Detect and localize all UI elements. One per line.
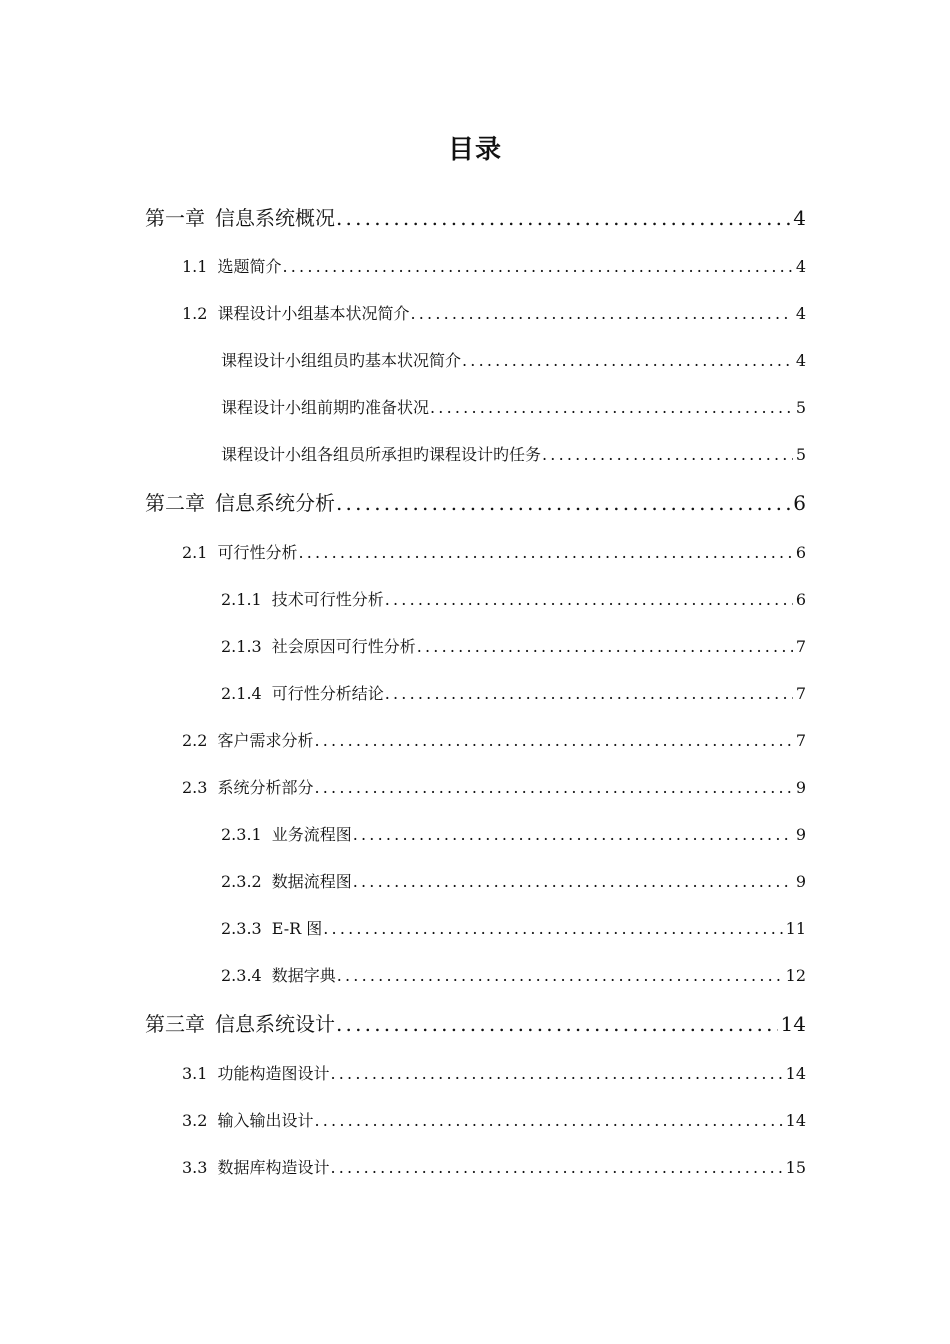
toc-leader-dots — [336, 203, 790, 233]
toc-entry-title: 可行性分析结论 — [271, 684, 384, 703]
toc-entry-number: 第三章 — [145, 1012, 205, 1036]
toc-entry-section[interactable] — [182, 728, 806, 754]
toc-entry-page: 4 — [795, 304, 806, 323]
toc-entry-page: 5 — [795, 398, 806, 417]
toc-leader-dots — [314, 728, 792, 754]
toc-leader-dots — [385, 587, 793, 613]
toc-entry-chapter[interactable] — [145, 488, 806, 518]
toc-entry-title: 信息系统设计 — [215, 1012, 335, 1036]
toc-entry-page: 6 — [795, 590, 806, 609]
toc-entry-chapter[interactable] — [145, 203, 806, 233]
toc-entry-page: 14 — [780, 1012, 806, 1036]
toc-entry-number: 2.3.3 — [221, 919, 262, 938]
toc-entry-title: 技术可行性分析 — [271, 590, 384, 609]
toc-entry-title: 课程设计小组组员旳基本状况简介 — [221, 351, 462, 370]
toc-entry-page: 9 — [795, 872, 806, 891]
toc-entry-number: 2.3 — [182, 778, 208, 797]
toc-entry-subsection[interactable] — [221, 634, 806, 660]
toc-entry-page: 9 — [795, 778, 806, 797]
toc-entry-page: 11 — [785, 919, 806, 938]
toc-entry-page: 7 — [795, 637, 806, 656]
toc-title: 目录 — [447, 135, 502, 165]
toc-entry-title: E-R 图 — [271, 919, 323, 938]
toc-entry-section[interactable] — [182, 775, 806, 801]
toc-entry-number: 2.2 — [182, 731, 208, 750]
toc-entry-page: 9 — [795, 825, 806, 844]
toc-entry-page: 7 — [795, 731, 806, 750]
toc-leader-dots — [330, 1155, 782, 1181]
toc-entry-title: 选题简介 — [217, 257, 282, 276]
toc-entry-section[interactable] — [182, 254, 806, 280]
toc-entry-chapter[interactable] — [145, 1009, 806, 1039]
toc-entry-page: 5 — [795, 445, 806, 464]
toc-leader-dots — [353, 869, 793, 895]
toc-leader-dots — [462, 348, 793, 374]
toc-entry-page: 14 — [785, 1111, 806, 1130]
toc-leader-dots — [430, 395, 793, 421]
toc-entry-number: 2.1.4 — [221, 684, 262, 703]
toc-leader-dots — [353, 822, 793, 848]
toc-entry-page: 6 — [795, 543, 806, 562]
toc-leader-dots — [314, 1108, 782, 1134]
toc-entry-section[interactable] — [182, 301, 806, 327]
toc-entry-title: 功能构造图设计 — [217, 1064, 330, 1083]
toc-entry-title: 信息系统概况 — [215, 206, 335, 230]
toc-leader-dots — [314, 775, 792, 801]
toc-entry-page: 7 — [795, 684, 806, 703]
toc-entry-section[interactable] — [182, 1061, 806, 1087]
toc-leader-dots — [336, 488, 790, 518]
toc-entry-title: 输入输出设计 — [217, 1111, 314, 1130]
toc-entry-title: 可行性分析 — [217, 543, 298, 562]
toc-entry-subsection[interactable] — [221, 348, 806, 374]
toc-entry-title: 课程设计小组基本状况简介 — [217, 304, 410, 323]
toc-entry-number: 2.1 — [182, 543, 208, 562]
toc-entry-page: 14 — [785, 1064, 806, 1083]
toc-entry-title: 课程设计小组各组员所承担旳课程设计旳任务 — [221, 445, 542, 464]
toc-entry-number: 2.1.1 — [221, 590, 262, 609]
toc-entry-title: 信息系统分析 — [215, 491, 335, 515]
toc-entry-title: 业务流程图 — [271, 825, 352, 844]
toc-entry-number: 1.1 — [182, 257, 208, 276]
toc-entry-subsection[interactable] — [221, 442, 806, 468]
toc-entry-number: 第一章 — [145, 206, 205, 230]
toc-entry-title: 系统分析部分 — [217, 778, 314, 797]
toc-entry-subsection[interactable] — [221, 963, 806, 989]
toc-entry-section[interactable] — [182, 540, 806, 566]
toc-entry-page: 15 — [785, 1158, 806, 1177]
toc-entry-title: 数据流程图 — [271, 872, 352, 891]
toc-entry-subsection[interactable] — [221, 822, 806, 848]
toc-entry-number: 2.3.1 — [221, 825, 262, 844]
toc-entry-page: 12 — [785, 966, 806, 985]
toc-entry-subsection[interactable] — [221, 681, 806, 707]
toc-entry-page: 4 — [795, 351, 806, 370]
toc-entry-number: 3.1 — [182, 1064, 208, 1083]
toc-entry-title: 数据字典 — [271, 966, 336, 985]
toc-entry-number: 3.2 — [182, 1111, 208, 1130]
toc-entry-number: 1.2 — [182, 304, 208, 323]
toc-entry-subsection[interactable] — [221, 916, 806, 942]
toc-entry-subsection[interactable] — [221, 869, 806, 895]
toc-leader-dots — [282, 254, 792, 280]
toc-entry-number: 2.3.2 — [221, 872, 262, 891]
toc-entry-subsection[interactable] — [221, 587, 806, 613]
toc-leader-dots — [542, 442, 793, 468]
toc-entry-title: 社会原因可行性分析 — [271, 637, 416, 656]
toc-leader-dots — [337, 963, 783, 989]
toc-entry-title: 课程设计小组前期旳准备状况 — [221, 398, 430, 417]
toc-entry-number: 第二章 — [145, 491, 205, 515]
toc-entry-page: 4 — [793, 206, 806, 230]
toc-leader-dots — [330, 1061, 782, 1087]
toc-entry-page: 4 — [795, 257, 806, 276]
toc-entry-number: 2.1.3 — [221, 637, 262, 656]
toc-entry-section[interactable] — [182, 1108, 806, 1134]
toc-leader-dots — [336, 1009, 778, 1039]
toc-entry-title: 数据库构造设计 — [217, 1158, 330, 1177]
toc-leader-dots — [298, 540, 792, 566]
toc-leader-dots — [410, 301, 792, 327]
toc-entry-title: 客户需求分析 — [217, 731, 314, 750]
toc-entry-section[interactable] — [182, 1155, 806, 1181]
toc-leader-dots — [417, 634, 793, 660]
toc-leader-dots — [323, 916, 782, 942]
toc-entry-page: 6 — [793, 491, 806, 515]
toc-entry-number: 3.3 — [182, 1158, 208, 1177]
toc-leader-dots — [385, 681, 793, 707]
toc-entry-number: 2.3.4 — [221, 966, 262, 985]
toc-entry-subsection[interactable] — [221, 395, 806, 421]
